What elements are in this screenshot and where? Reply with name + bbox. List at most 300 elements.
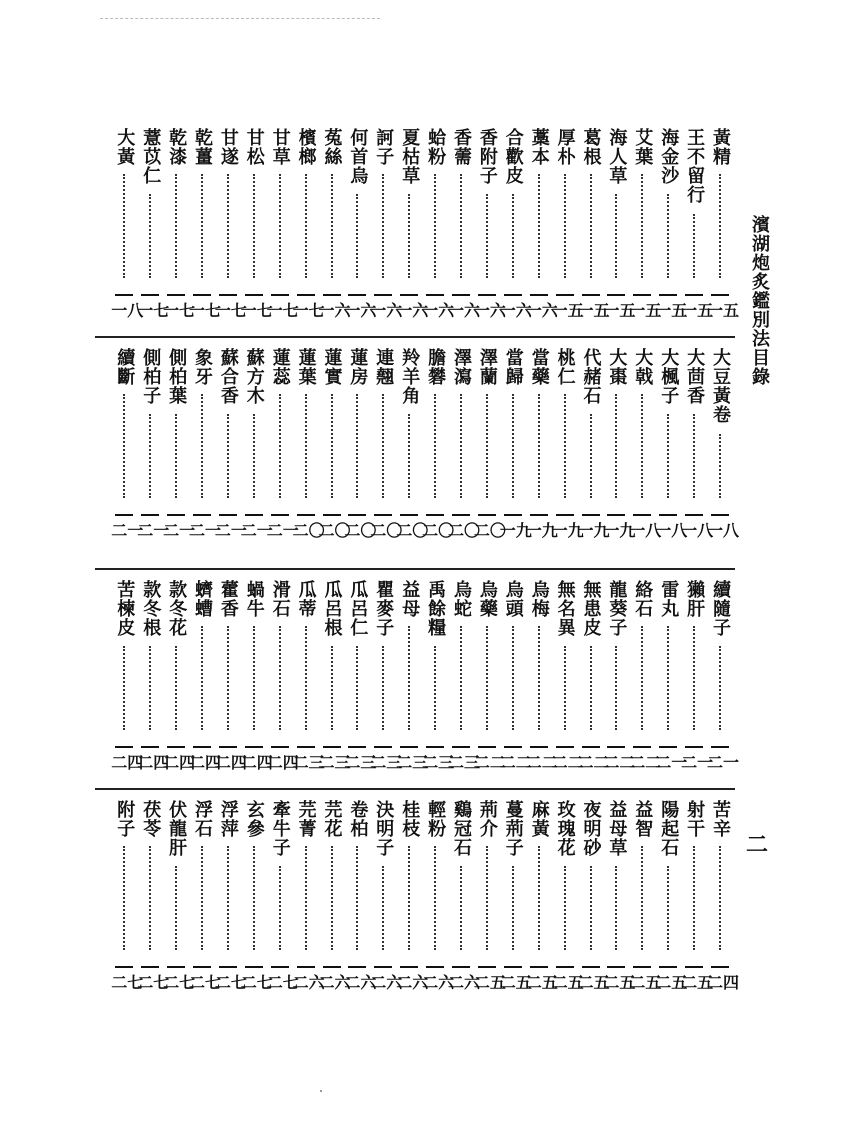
page-number: 二六 <box>318 973 351 992</box>
entry-name: 烏頭 <box>502 580 524 618</box>
page-number: 二〇 <box>422 521 455 540</box>
page-number: 二三 <box>344 753 377 772</box>
page-number: 一九 <box>577 521 610 540</box>
leader-dash <box>297 294 315 296</box>
leader-dash <box>271 966 289 968</box>
entry-name: 大茴香 <box>684 348 706 405</box>
page-number: 一六 <box>525 301 558 320</box>
toc-entry <box>111 580 144 790</box>
leader-dash <box>193 966 211 968</box>
leader-dash <box>374 514 392 516</box>
page-number: 一六 <box>473 301 506 320</box>
band-divider-rule <box>95 336 735 338</box>
leader-dots <box>590 866 592 950</box>
page-number: 二一 <box>163 521 196 540</box>
page-number: 二二 <box>577 753 610 772</box>
page-number: 一五 <box>629 301 662 320</box>
leader-dash <box>219 966 237 968</box>
entry-name: 烏藥 <box>476 580 498 618</box>
page-number: 二六 <box>370 973 403 992</box>
leader-dash <box>452 746 470 748</box>
entry-name: 代赭石 <box>580 348 602 405</box>
page-number: 二六 <box>292 973 325 992</box>
leader-dash <box>400 746 418 748</box>
entry-name: 玫瑰花 <box>554 800 576 857</box>
page-number: 二四 <box>137 753 170 772</box>
page-number: 二六 <box>344 973 377 992</box>
leader-dash <box>607 294 625 296</box>
page-number: 二一 <box>240 521 273 540</box>
entry-name: 葛根 <box>580 128 602 166</box>
leader-dash <box>504 966 522 968</box>
leader-dots <box>382 174 384 278</box>
entry-name: 訶子 <box>373 128 395 166</box>
running-title: 濱湖炮炙鑑別法目錄 <box>749 215 770 386</box>
leader-dots <box>615 194 617 278</box>
leader-dash <box>193 294 211 296</box>
entry-name: 益智 <box>632 800 654 838</box>
leader-dash <box>685 514 703 516</box>
leader-dots <box>175 646 177 730</box>
entry-name: 菟絲 <box>321 128 343 166</box>
leader-dots <box>641 394 643 498</box>
leader-dots <box>693 846 695 950</box>
leader-dots <box>305 846 307 950</box>
leader-dash <box>348 514 366 516</box>
page-number: 一九 <box>499 521 532 540</box>
page-number: 一六 <box>370 301 403 320</box>
entry-name: 夜明砂 <box>580 800 602 857</box>
leader-dash <box>530 294 548 296</box>
entry-name: 牽牛子 <box>269 800 291 857</box>
entry-name: 側柏葉 <box>166 348 188 405</box>
leader-dash <box>193 514 211 516</box>
page-number: 二一 <box>214 521 247 540</box>
leader-dash <box>659 966 677 968</box>
leader-dots <box>434 174 436 278</box>
entry-name: 無患皮 <box>580 580 602 637</box>
leader-dash <box>141 966 159 968</box>
leader-dash <box>297 746 315 748</box>
page-number: 一六 <box>499 301 532 320</box>
page-number: 一六 <box>448 301 481 320</box>
page-number: 二七 <box>137 973 170 992</box>
leader-dots <box>175 866 177 950</box>
page-number: 二一 <box>655 753 688 772</box>
leader-dash <box>556 746 574 748</box>
leader-dots <box>382 394 384 498</box>
page-number: 二一 <box>111 521 144 540</box>
leader-dash <box>556 514 574 516</box>
entry-name: 羚羊角 <box>399 348 421 405</box>
page-number: 二四 <box>111 753 144 772</box>
entry-name: 浮萍 <box>217 800 239 838</box>
entry-name: 薏苡仁 <box>140 128 162 185</box>
page-number: 一五 <box>707 301 740 320</box>
entry-name: 蝸牛 <box>243 580 265 618</box>
page-number: 一八 <box>111 301 144 320</box>
leader-dots <box>123 846 125 950</box>
leader-dots <box>538 174 540 278</box>
page-number: 二四 <box>163 753 196 772</box>
leader-dots <box>434 394 436 498</box>
page-number: 一五 <box>551 301 584 320</box>
page-number: 二六 <box>422 973 455 992</box>
toc-entry <box>111 800 144 1010</box>
leader-dash <box>219 294 237 296</box>
page-number: 二七 <box>214 973 247 992</box>
leader-dash <box>659 514 677 516</box>
leader-dash <box>400 294 418 296</box>
page-number: 一六 <box>396 301 429 320</box>
leader-dots <box>227 626 229 730</box>
leader-dots <box>486 194 488 278</box>
page-number: 二〇 <box>396 521 429 540</box>
leader-dots <box>149 846 151 950</box>
leader-dots <box>641 626 643 730</box>
entry-name: 澤瀉 <box>451 348 472 386</box>
page-number: 二〇 <box>344 521 377 540</box>
entry-name: 苦辛 <box>710 800 731 838</box>
contents-band-2 <box>95 348 740 558</box>
page-number: 二二 <box>525 753 558 772</box>
page-number: 一六 <box>318 301 351 320</box>
leader-dots <box>641 846 643 950</box>
leader-dash <box>374 966 392 968</box>
leader-dash <box>115 746 133 748</box>
page-number: 二五 <box>525 973 558 992</box>
page-number: 二〇 <box>292 521 325 540</box>
leader-dots <box>331 174 333 278</box>
leader-dots <box>149 194 151 278</box>
leader-dots <box>123 174 125 278</box>
entry-name: 黃精 <box>710 128 731 166</box>
leader-dots <box>667 866 669 950</box>
entry-name: 禹餘糧 <box>425 580 447 637</box>
page-number: 二三 <box>396 753 429 772</box>
leader-dots <box>356 646 358 730</box>
leader-dots <box>460 626 462 730</box>
entry-name: 海人草 <box>606 128 628 185</box>
entry-name: 龍葵子 <box>606 580 628 637</box>
entry-name: 澤蘭 <box>476 348 498 386</box>
leader-dash <box>219 746 237 748</box>
page-number: 一七 <box>189 301 222 320</box>
leader-dots <box>175 414 177 498</box>
leader-dots <box>149 646 151 730</box>
leader-dots <box>590 174 592 278</box>
entry-name: 蓮房 <box>347 348 369 386</box>
entry-name: 無名異 <box>554 580 576 637</box>
page-number: 二〇 <box>448 521 481 540</box>
entry-name: 芫菁 <box>295 800 317 838</box>
entry-name: 蘇方木 <box>243 348 265 405</box>
top-edge-mark <box>100 18 380 19</box>
page-number: 一七 <box>137 301 170 320</box>
leader-dash <box>504 746 522 748</box>
leader-dash <box>426 966 444 968</box>
leader-dots <box>201 626 203 730</box>
leader-dots <box>227 174 229 278</box>
page-number: 一七 <box>240 301 273 320</box>
leader-dash <box>711 294 729 296</box>
leader-dash <box>141 514 159 516</box>
leader-dots <box>408 194 410 278</box>
leader-dash <box>685 294 703 296</box>
page-number: 一六 <box>422 301 455 320</box>
entry-name: 獺肝 <box>684 580 706 618</box>
leader-dots <box>227 414 229 498</box>
entry-name: 大戟 <box>632 348 654 386</box>
entry-name: 藿香 <box>217 580 239 618</box>
leader-dash <box>115 966 133 968</box>
leader-dash <box>245 514 263 516</box>
leader-dash <box>426 294 444 296</box>
leader-dash <box>659 746 677 748</box>
entry-name: 附子 <box>114 800 136 838</box>
page-number: 二七 <box>240 973 273 992</box>
leader-dots <box>434 846 436 950</box>
page-number: 二五 <box>629 973 662 992</box>
leader-dash <box>426 746 444 748</box>
entry-name: 荊介 <box>476 800 498 838</box>
leader-dots <box>279 866 281 950</box>
leader-dots <box>331 646 333 730</box>
leader-dash <box>219 514 237 516</box>
leader-dash <box>582 514 600 516</box>
leader-dash <box>582 294 600 296</box>
leader-dash <box>193 746 211 748</box>
leader-dots <box>460 394 462 498</box>
page-number: 二一 <box>681 753 714 772</box>
leader-dots <box>512 194 514 278</box>
contents-band-3 <box>95 580 740 790</box>
leader-dots <box>615 866 617 950</box>
leader-dash <box>478 966 496 968</box>
leader-dash <box>167 746 185 748</box>
contents-band-1 <box>95 128 740 338</box>
entry-name: 夏枯草 <box>399 128 421 185</box>
page-number: 二三 <box>318 753 351 772</box>
leader-dots <box>460 174 462 278</box>
leader-dots <box>615 394 617 498</box>
toc-entry <box>111 128 144 338</box>
entry-name: 玄參 <box>243 800 265 838</box>
leader-dash <box>633 514 651 516</box>
entry-name: 側柏子 <box>140 348 162 405</box>
leader-dash <box>685 966 703 968</box>
entry-name: 王不留行 <box>684 128 706 204</box>
band-divider-rule <box>95 568 735 570</box>
page-number: 二一 <box>137 521 170 540</box>
entry-name: 連翹 <box>373 348 395 386</box>
leader-dots <box>667 626 669 730</box>
entry-name: 蘇合香 <box>217 348 239 405</box>
leader-dash <box>400 966 418 968</box>
leader-dash <box>348 294 366 296</box>
entry-name: 大棗 <box>606 348 628 386</box>
entry-name: 蓮葉 <box>295 348 317 386</box>
leader-dash <box>659 294 677 296</box>
entry-name: 大黃 <box>114 128 136 166</box>
leader-dots <box>615 646 617 730</box>
entry-name: 合歡皮 <box>502 128 524 185</box>
leader-dots <box>434 646 436 730</box>
page-number: 二四 <box>214 753 247 772</box>
leader-dots <box>279 174 281 278</box>
page-number: 一五 <box>603 301 636 320</box>
leader-dots <box>719 434 721 498</box>
leader-dash <box>633 746 651 748</box>
entry-name: 甘松 <box>243 128 265 166</box>
page-number: 二二 <box>629 753 662 772</box>
leader-dash <box>167 514 185 516</box>
leader-dash <box>245 966 263 968</box>
leader-dash <box>478 746 496 748</box>
page-number: 二一 <box>707 753 740 772</box>
leader-dash <box>452 514 470 516</box>
leader-dash <box>167 966 185 968</box>
page-number: 二五 <box>577 973 610 992</box>
leader-dots <box>408 414 410 498</box>
page-number: 一七 <box>163 301 196 320</box>
leader-dots <box>253 626 255 730</box>
leader-dash <box>711 746 729 748</box>
leader-dots <box>331 846 333 950</box>
entry-name: 滑石 <box>269 580 291 618</box>
entry-name: 卷柏 <box>347 800 369 838</box>
entry-name: 續隨子 <box>710 580 731 637</box>
leader-dots <box>356 194 358 278</box>
entry-name: 藁本 <box>528 128 550 166</box>
entry-name: 瞿麥子 <box>373 580 395 637</box>
entry-name: 輕粉 <box>425 800 447 838</box>
leader-dash <box>348 966 366 968</box>
leader-dots <box>356 846 358 950</box>
leader-dots <box>175 174 177 278</box>
entry-name: 烏蛇 <box>451 580 472 618</box>
page-number: 一六 <box>344 301 377 320</box>
page-number: 二七 <box>189 973 222 992</box>
page-number: 二五 <box>499 973 532 992</box>
entry-name: 乾漆 <box>166 128 188 166</box>
band-divider-rule <box>95 788 735 790</box>
entry-name: 何首烏 <box>347 128 369 185</box>
leader-dash <box>478 294 496 296</box>
page-number: 一七 <box>292 301 325 320</box>
leader-dash <box>245 294 263 296</box>
leader-dash <box>633 294 651 296</box>
entry-name: 益母 <box>399 580 421 618</box>
entry-name: 浮石 <box>192 800 213 838</box>
page-number: 一七 <box>266 301 299 320</box>
page-number: 一八 <box>655 521 688 540</box>
leader-dots <box>693 414 695 498</box>
entry-name: 艾葉 <box>632 128 654 166</box>
leader-dots <box>486 394 488 498</box>
page-number: 一八 <box>629 521 662 540</box>
page-number: 一九 <box>603 521 636 540</box>
entry-name: 鷄冠石 <box>451 800 472 857</box>
leader-dots <box>149 414 151 498</box>
leader-dots <box>590 646 592 730</box>
leader-dash <box>426 514 444 516</box>
leader-dots <box>667 414 669 498</box>
entry-name: 桃仁 <box>554 348 576 386</box>
leader-dots <box>486 626 488 730</box>
entry-name: 瓜呂根 <box>321 580 343 637</box>
page-number: 一九 <box>525 521 558 540</box>
leader-dash <box>297 514 315 516</box>
entry-name: 香薷 <box>451 128 472 166</box>
page-number: 二二 <box>499 753 532 772</box>
page-number: 一八 <box>681 521 714 540</box>
leader-dots <box>356 394 358 498</box>
leader-dash <box>530 514 548 516</box>
page-number: 二〇 <box>473 521 506 540</box>
page-number: 二五 <box>681 973 714 992</box>
entry-name: 決明子 <box>373 800 395 857</box>
entry-name: 瓜蒂 <box>295 580 317 618</box>
leader-dots <box>279 394 281 498</box>
entry-name: 蓮蕊 <box>269 348 291 386</box>
entry-name: 甘草 <box>269 128 291 166</box>
leader-dots <box>719 174 721 278</box>
leader-dots <box>201 394 203 498</box>
leader-dots <box>512 866 514 950</box>
leader-dash <box>530 966 548 968</box>
leader-dots <box>305 174 307 278</box>
entry-name: 芫花 <box>321 800 343 838</box>
page-number: 二五 <box>551 973 584 992</box>
leader-dash <box>504 514 522 516</box>
leader-dots <box>564 174 566 278</box>
entry-name: 象牙 <box>192 348 213 386</box>
leader-dash <box>607 966 625 968</box>
page-number: 二四 <box>189 753 222 772</box>
leader-dots <box>253 414 255 498</box>
toc-entry <box>111 348 144 558</box>
leader-dash <box>115 294 133 296</box>
leader-dash <box>323 514 341 516</box>
leader-dash <box>245 746 263 748</box>
leader-dash <box>271 746 289 748</box>
leader-dots <box>719 846 721 950</box>
leader-dots <box>693 214 695 278</box>
page-number: 二三 <box>448 753 481 772</box>
entry-name: 膽礬 <box>425 348 447 386</box>
leader-dots <box>719 646 721 730</box>
leader-dots <box>253 174 255 278</box>
contents-band-4 <box>95 800 740 1010</box>
leader-dash <box>374 746 392 748</box>
page-number: 二四 <box>266 753 299 772</box>
leader-dash <box>115 514 133 516</box>
entry-name: 桂枝 <box>399 800 421 838</box>
entry-name: 蠐螬 <box>192 580 213 618</box>
entry-name: 蛤粉 <box>425 128 447 166</box>
leader-dots <box>512 626 514 730</box>
entry-name: 烏梅 <box>528 580 550 618</box>
page-number: 二七 <box>163 973 196 992</box>
leader-dots <box>512 394 514 498</box>
leader-dash <box>711 514 729 516</box>
entry-name: 甘遂 <box>217 128 239 166</box>
leader-dash <box>271 294 289 296</box>
entry-name: 蓮實 <box>321 348 343 386</box>
entry-name: 海金沙 <box>658 128 680 185</box>
leader-dash <box>582 746 600 748</box>
